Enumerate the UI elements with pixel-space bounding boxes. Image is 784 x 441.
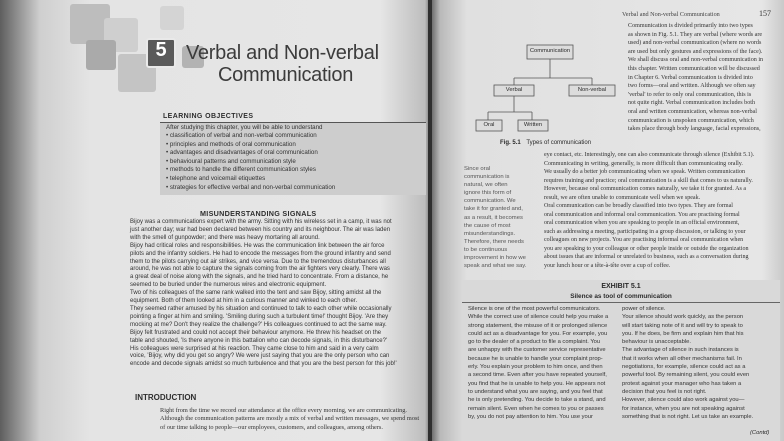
story-body xyxy=(130,219,397,369)
text-line: something that is not right. Let us take an example. xyxy=(622,413,754,420)
text-line: equipment. Both of them looked at him in a curious manner and winked to each other. xyxy=(130,298,358,305)
text-line: just another day; war had been declared between his country and its neighbour. The air was laden xyxy=(130,226,391,233)
text-line: decision that you feel is not right. xyxy=(622,388,707,395)
diagram-label-nonverbal: Non-verbal xyxy=(577,87,607,93)
text-line: as a result, it becomes xyxy=(464,214,523,221)
text-line: this chapter. Written communication will be discussed xyxy=(628,65,760,72)
text-line: seemed to be buried under the numerous wires and electronic equipment. xyxy=(130,282,327,289)
text-line: two forms—oral and written. Although we often say xyxy=(628,83,756,90)
text-line: with the smell of gunpowder; and there was heavy mortaring all around. xyxy=(130,234,320,241)
text-line: eye contact, etc. Interestingly, one can also communicate through silence (Exhibit 5.1). xyxy=(544,152,755,158)
text-line: Oral communication can be broadly classified into two types. They are formal xyxy=(544,203,733,209)
text-line: you. If he does, be firm and explain him that his xyxy=(622,330,744,337)
text-line: result, we are often unable to communicate well when we speak. xyxy=(544,194,701,201)
text-line: for instance, when you are not speaking against xyxy=(622,405,745,412)
header-tile-decoration xyxy=(86,40,116,70)
objective-item: • strategies for effective verbal and non-verbal communication xyxy=(166,183,336,191)
text-line: as shown in Fig. 5.1. They are verbal (where words are xyxy=(628,31,763,38)
text-line: pilots and the infantry soldiers. He had to encode the messages from the ground infantry and send xyxy=(130,250,391,257)
text-line: around, he was not able to capture the signals coming from the air fighters very clearly. There was xyxy=(130,266,390,273)
objective-item: • methods to handle the different communication styles xyxy=(166,166,316,174)
text-line: Since oral xyxy=(464,166,491,172)
text-line: the cause of most xyxy=(464,222,511,229)
text-line: requires training and practice; oral communication is a skill that comes to us naturally. xyxy=(544,177,753,184)
text-line: communication is unspoken communication, which xyxy=(628,117,754,124)
text-line: communication. We xyxy=(464,198,516,205)
text-line: oral communication when you are speaking to people in an official environment, xyxy=(544,220,740,226)
objective-item: • advantages and disadvantages of oral communication xyxy=(166,149,318,157)
text-line: mocking at me? Don't they realize the challenge?' His colleagues continued to act the same way. xyxy=(130,321,387,328)
text-line: Communication is divided primarily into two types xyxy=(628,23,753,29)
objective-item: • telephone and voicemail etiquettes xyxy=(166,174,266,182)
text-line: improvement in how we xyxy=(464,255,526,262)
text-line: could act as a disadvantage for you. For example, you xyxy=(468,330,608,337)
text-line: negotiations, for example, silence could act as a xyxy=(622,364,746,371)
text-line: them to the pilots carrying out air strikes, and vice versa. Due to the tremendous disturbances all xyxy=(130,258,386,265)
text-line: The advantage of silence in such instances is xyxy=(622,347,739,354)
text-line: pointing a finger at him and smiling. 'Smiling during such a turbulent time!' thought Bijoy. 'Are they xyxy=(130,313,389,320)
text-line: Bijoy was a communications expert with the army. Sitting with his wireless set in a camp, it was not xyxy=(130,219,392,225)
text-line: strong statement, the misuse of it or prolonged silence xyxy=(468,322,608,329)
text-line: takes place through body language, facial expressions, xyxy=(628,126,761,133)
text-line: Bijoy had critical roles and responsibilities. He was the communication link between the air force xyxy=(130,242,385,249)
exhibit-rule xyxy=(462,302,780,303)
text-line: remain silent. Even when he comes to you or passes xyxy=(468,405,604,412)
objective-item: • principles and methods of oral communication xyxy=(166,140,296,148)
diagram-label-oral: Oral xyxy=(483,122,495,128)
text-line: to understand what you are saying, and you feel that xyxy=(468,388,603,395)
text-line: are unhappy with the customer service representative xyxy=(468,347,606,354)
text-line: Your silence should work quickly, as the person xyxy=(622,314,744,321)
page-number: 157 xyxy=(759,9,771,18)
text-line: by, you do not pay attention to him. You use your xyxy=(468,413,593,420)
text-line: about issues that are informal or unrelated to business, such as a conversation during xyxy=(544,254,749,260)
figure-caption xyxy=(500,140,591,146)
text-line: However, silence could also work against you— xyxy=(622,397,745,404)
text-line: protest against your manager who has taken a xyxy=(622,380,742,387)
text-line: used) and non-verbal communication (where no words xyxy=(628,40,762,47)
text-line: His colleagues were surprised at his reaction. They came close to him and said in a very calm xyxy=(130,345,379,352)
text-line: you find that he is unable to help you. He appears not xyxy=(468,380,606,387)
exhibit-left-column xyxy=(468,305,608,421)
text-line: Although the communication patterns are mostly a mix of verbal and written messages, we spend most xyxy=(160,415,420,423)
text-line: in Chapter 6. Verbal communication is divided into xyxy=(628,74,753,81)
text-line: erly. You explain your problem to him once, and then xyxy=(468,364,603,371)
text-line: encode and decode signals amidst so much turbulence and that you are the best person for this job!' xyxy=(130,361,397,368)
text-line: Two of his colleagues of the same rank walked into the tent and saw Bijoy, sitting amidst all the xyxy=(130,290,382,297)
text-line: colleagues on new projects. You are practising informal oral communication when xyxy=(544,237,744,243)
text-line: because he is unable to handle your complaint prop- xyxy=(468,355,603,362)
text-line: misunderstandings. xyxy=(464,230,516,237)
text-line: voice, 'Bijoy, why did you get so angry? We were just saying that you are the only person who can xyxy=(130,353,390,360)
text-line: a great deal of noise along with the signals, and he tried hard to concentrate. From a distance, he xyxy=(130,274,389,281)
figure-caption-text: Types of communication xyxy=(526,140,592,146)
text-line: Right from the time we record our attendance at the office every morning, we are communicating. xyxy=(160,407,407,414)
text-line: communication is xyxy=(464,174,510,181)
text-line: speak and what we say. xyxy=(464,263,527,270)
body-text xyxy=(544,151,754,270)
intro-column-text xyxy=(628,22,763,134)
objective-item: • behavioural patterns and communication style xyxy=(166,157,296,165)
running-head: Verbal and Non-verbal Communication xyxy=(622,11,720,18)
text-line: 'verbal' to refer to only oral communication, this is xyxy=(628,91,752,98)
text-line: oral communication and informal oral communication. You are practising formal xyxy=(544,211,740,218)
objective-item: • classification of verbal and non-verbal communication xyxy=(166,132,317,139)
text-line: will start taking note of it and will try to speak to xyxy=(622,322,743,329)
text-line: to be continuous xyxy=(464,246,508,253)
text-line: We usually do a better job communicating when we speak. Written communication xyxy=(544,169,746,175)
text-line: Bijoy felt frustrated and could not accept their behaviour anymore. He threw his headset on the xyxy=(130,329,382,336)
header-tile-decoration xyxy=(160,6,184,30)
text-line: of our time talking to people—our employees, customers, and colleagues, among others. xyxy=(160,423,383,431)
diagram-label-communication: Communication xyxy=(529,48,571,54)
text-line: you are speaking to your colleague or other people inside or outside the organization xyxy=(544,245,749,252)
introduction-heading: INTRODUCTION xyxy=(135,393,197,402)
introduction-body xyxy=(160,407,419,432)
right-page xyxy=(432,0,784,441)
figure-caption-label: Fig. 5.1 xyxy=(500,140,521,146)
text-line: he is only pretending. You decide to take a stand, and xyxy=(468,397,606,404)
chapter-title-line-1: Verbal and Non-verbal xyxy=(186,42,379,64)
text-line: not quite right. Verbal communication includes both xyxy=(628,100,755,107)
chapter-number: 5 xyxy=(155,39,167,61)
continued-label: (Contd) xyxy=(750,430,770,436)
text-line: power of silence. xyxy=(622,306,666,312)
text-line: take it for granted and, xyxy=(464,206,523,213)
text-line: We shall discuss oral and non-verbal communication in xyxy=(628,57,764,64)
chapter-title-line-2: Communication xyxy=(218,64,354,86)
story-heading: MISUNDERSTANDING SIGNALS xyxy=(200,209,317,218)
text-line: such as addressing a meeting, participating in a group discussion, or talking to your xyxy=(544,228,746,235)
margin-note xyxy=(464,165,526,270)
text-line: powerful tool. By remaining silent, you could even xyxy=(622,372,750,379)
text-line: ignore this form of xyxy=(464,190,512,197)
text-line: Therefore, there needs xyxy=(464,238,524,245)
exhibit-right-column xyxy=(622,305,753,421)
text-line: Silence is one of the most powerful communicators. xyxy=(468,306,601,312)
text-line: Communicating in writing, generally, is more difficult than communicating orally. xyxy=(544,160,743,167)
text-line: behaviour is unacceptable. xyxy=(622,339,691,346)
text-line: go to the dealer of a product to file a complaint. You xyxy=(468,339,601,346)
objectives-heading: LEARNING OBJECTIVES xyxy=(163,113,254,120)
text-line: are used but only gestures and expressions of the face). xyxy=(628,48,763,55)
exhibit-title: EXHIBIT 5.1 xyxy=(601,283,641,290)
text-line: They seemed rather amused by his situation and continued to talk to each other while occasionally xyxy=(130,305,392,312)
objectives-intro: After studying this chapter, you will be able to understand xyxy=(166,124,323,131)
text-line: natural, we often xyxy=(464,182,508,189)
objectives-list xyxy=(166,132,335,192)
text-line: a second time. Even after you have repeated yourself, xyxy=(468,372,607,379)
text-line: oral and written communication, whereas non-verbal xyxy=(628,108,757,115)
text-line: While the correct use of silence could help you make a xyxy=(468,314,609,321)
text-line: your lunch hour or a tête-à-tête over a cup of coffee. xyxy=(544,262,671,269)
text-line: However, because oral communication comes naturally, we take it for granted. As a xyxy=(544,186,747,192)
text-line: that it works when all other mechanisms fail. In xyxy=(622,355,742,362)
diagram-label-verbal: Verbal xyxy=(505,87,523,93)
exhibit-subtitle: Silence as tool of communication xyxy=(570,293,672,300)
diagram-label-written: Written xyxy=(523,122,543,128)
text-line: table and shouted, 'Is there anyone in this battalion who can decode signals, in this disturbance?' xyxy=(130,337,388,344)
